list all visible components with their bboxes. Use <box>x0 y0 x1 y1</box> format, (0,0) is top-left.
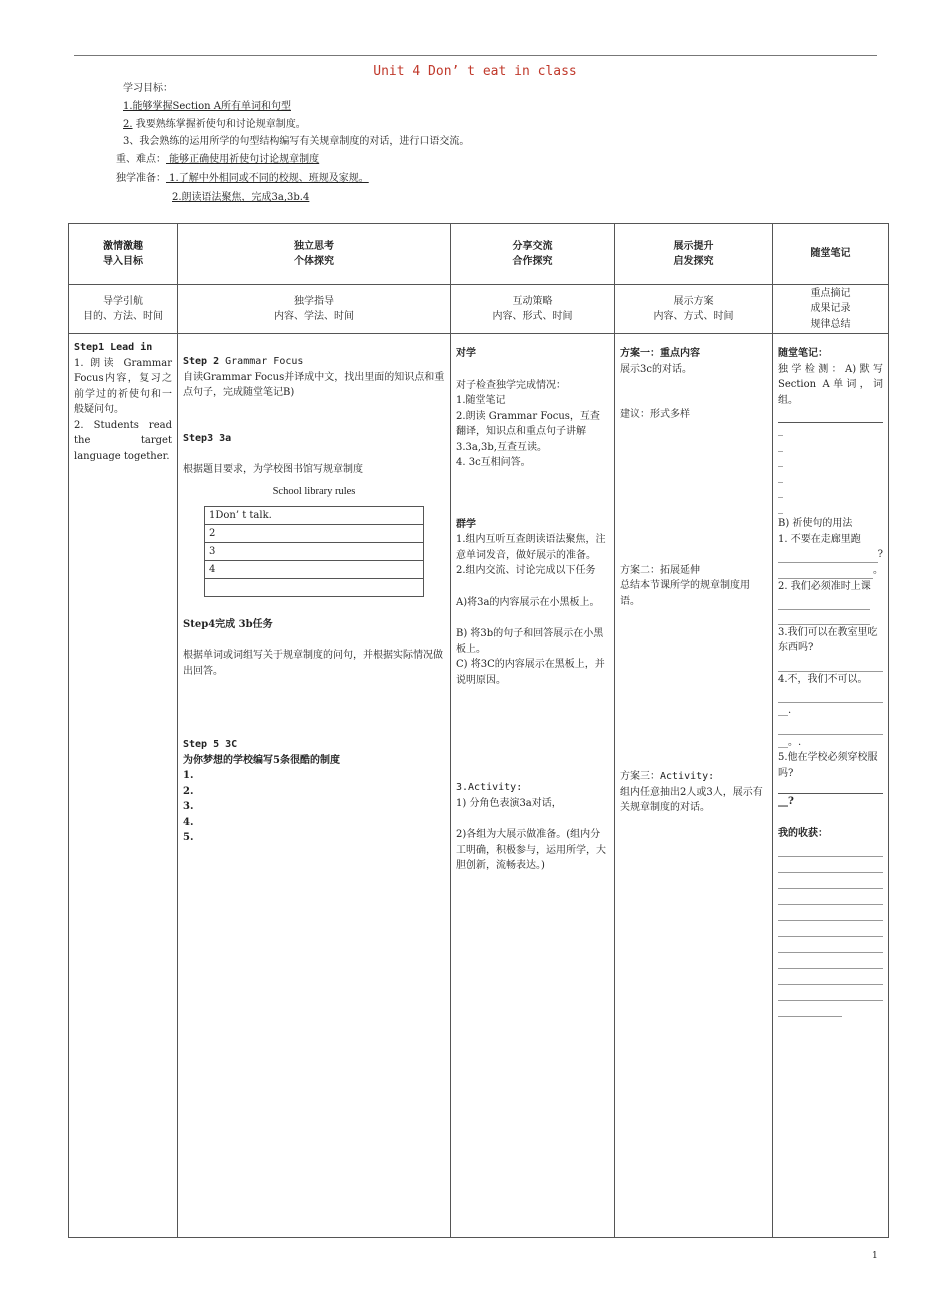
key-points-text: 能够正确使用祈使句讨论规章制度 <box>166 154 320 165</box>
notes-check: 独学检测：A)默写 Section A单词，词组。 <box>778 363 883 406</box>
group-study-c: C) 将3C的内容展示在黑板上，并说明原因。 <box>456 659 605 686</box>
harvest-line <box>778 889 883 905</box>
group-study-1: 1.组内互听互查朗读语法聚焦，注意单词发音，做好展示的准备。 <box>456 534 606 561</box>
page-number: 1 <box>872 1251 878 1261</box>
library-rules-table <box>204 506 424 597</box>
step5-text: 为你梦想的学校编写5条很酷的制度 <box>183 754 340 766</box>
dash-line: _ <box>778 425 783 436</box>
answer-line <box>778 408 883 423</box>
prep-item-1: 1.了解中外相同或不同的校规、班规及家规。 <box>166 173 369 184</box>
harvest-line <box>778 985 883 1001</box>
step5-title: Step 5 3C <box>183 739 238 751</box>
step3-text: 根据题目要求，为学校图书馆写规章制度 <box>183 464 363 475</box>
harvest-line <box>778 873 883 889</box>
content-col-3 <box>451 334 615 1238</box>
harvest-line <box>778 905 883 921</box>
header-col-2: 独立思考 个体探究 <box>178 224 451 285</box>
step2-text: 自读Grammar Focus并译成中文，找出里面的知识点和重点句子，完成随堂笔记B) <box>183 371 445 398</box>
group-study-title: 群学 <box>456 518 476 530</box>
pair-study-intro: 对子检查独学完成情况： <box>456 379 566 391</box>
group-study-2: 2.组内交流、讨论完成以下任务 <box>456 565 596 576</box>
plan-1-text: 展示3c的对话。 <box>620 363 692 375</box>
step1-text-2: 2. Students read the target language together. <box>74 419 172 462</box>
answer-line <box>778 687 883 703</box>
harvest-line <box>778 841 883 857</box>
content-col-1 <box>69 334 178 1238</box>
step4-text: 根据单词或词组写关于规章制度的问句，并根据实际情况做出回答。 <box>183 650 443 677</box>
harvest-title: 我的收获： <box>778 827 828 839</box>
pair-study-item: 3.3a,3b,互查互读。 <box>456 441 547 453</box>
pair-study-title: 对学 <box>456 348 476 359</box>
objective-2 <box>123 117 306 133</box>
subheader-row <box>69 285 889 334</box>
content-row <box>69 334 889 1238</box>
step5-item: 4. <box>183 816 194 828</box>
plan-2-title: 方案二：拓展延伸 <box>620 564 700 576</box>
subheader-col-1: 导学引航 目的、方法、时间 <box>69 285 178 334</box>
dash-line: _ <box>778 487 783 498</box>
objective-2-number: 2. <box>123 119 133 130</box>
subheader-col-3: 互动策略 内容、形式、时间 <box>451 285 615 334</box>
answer-line <box>778 656 883 672</box>
answer-line <box>778 781 883 794</box>
activity-2: 2)各组为大展示做准备。(组内分工明确，积极参与，运用所学，大胆创新，流畅表达。) <box>456 829 606 871</box>
rule-row: 1Don’ t talk. <box>205 506 424 524</box>
step4-title: Step4完成 3b任务 <box>183 618 273 630</box>
step1-title: Step1 Lead in <box>74 342 153 353</box>
harvest-line <box>778 953 883 969</box>
plan-3-title: 方案三：Activity: <box>620 771 715 782</box>
lesson-table <box>68 223 889 1238</box>
content-col-2 <box>178 334 451 1238</box>
subheader-col-4: 展示方案 内容、方式、时间 <box>615 285 773 334</box>
question-5: 5.他在学校必须穿校服吗? <box>778 752 878 779</box>
pair-study-item: 1.随堂笔记 <box>456 395 506 406</box>
answer-line <box>778 595 870 610</box>
activity-title: 3.Activity: <box>456 782 523 793</box>
answer-line <box>778 719 883 735</box>
rule-row: 4 <box>205 560 424 578</box>
key-points-label: 重、难点： <box>116 154 166 165</box>
dash-line: _ <box>778 456 783 467</box>
rule-row: 3 <box>205 542 424 560</box>
harvest-line <box>778 1001 842 1017</box>
notes-title: 随堂笔记： <box>778 348 828 359</box>
answer-5-end: __? <box>778 796 794 807</box>
prep <box>116 171 369 187</box>
plan-2-text: 总结本节课所学的规章制度用语。 <box>620 580 750 607</box>
rules-caption: School library rules <box>272 485 356 497</box>
plan-1-note: 建议：形式多样 <box>620 409 690 420</box>
answer-4-end-1: __. <box>778 705 792 716</box>
dash-line: _ <box>778 471 783 483</box>
header-row <box>69 224 889 285</box>
header-col-4: 展示提升 启发探究 <box>615 224 773 285</box>
subheader-col-2: 独学指导 内容、学法、时间 <box>178 285 451 334</box>
harvest-line <box>778 937 883 953</box>
question-2: 2. 我们必须准时上课 <box>778 581 871 592</box>
objective-3: 3、我会熟练的运用所学的句型结构编写有关规章制度的对话，进行口语交流。 <box>123 136 470 147</box>
content-col-4 <box>615 334 773 1238</box>
harvest-line <box>778 857 883 873</box>
harvest-line <box>778 969 883 985</box>
question-3: 3.我们可以在教室里吃东西吗? <box>778 626 878 653</box>
step5-item: 5. <box>183 832 194 844</box>
step5-item: 3. <box>183 801 194 813</box>
answer-4-end-2: __。. <box>778 736 802 748</box>
rule-row: 2 <box>205 524 424 542</box>
imperative-usage-title: B) 祈使句的用法 <box>778 518 853 529</box>
plan-1-title: 方案一：重点内容 <box>620 348 700 359</box>
pair-study-item: 4. 3c互相问答。 <box>456 457 531 468</box>
activity-1: 1) 分角色表演3a对话， <box>456 797 562 809</box>
step5-item: 1. <box>183 770 194 782</box>
header-col-1: 激情激趣 导入目标 <box>69 224 178 285</box>
objective-2-text: 我要熟练掌握祈使句和讨论规章制度。 <box>132 119 306 130</box>
step5-item: 2. <box>183 785 194 797</box>
answer-1b: 。 <box>778 563 883 579</box>
top-rule <box>74 55 877 56</box>
key-points <box>116 152 319 168</box>
question-4: 4.不，我们不可以。 <box>778 673 868 685</box>
dash-line: _ <box>778 440 783 452</box>
group-study-b: B) 将3b的句子和回答展示在小黑板上。 <box>456 628 604 655</box>
harvest-line <box>778 921 883 937</box>
prep-label: 独学准备： <box>116 173 166 184</box>
content-col-5 <box>773 334 889 1238</box>
question-1: 1. 不要在走廊里跑 <box>778 533 861 545</box>
header-col-3: 分享交流 合作探究 <box>451 224 615 285</box>
objective-1: 1.能够掌握Section A所有单词和句型 <box>123 101 291 112</box>
step1-text-1: 1. 朗读 Grammar Focus内容，复习之前学过的祈使句和一般疑问句。 <box>74 357 172 415</box>
header-col-5: 随堂笔记 <box>773 224 889 285</box>
group-study-a: A)将3a的内容展示在小黑板上。 <box>456 596 600 608</box>
answer-1a: ? <box>778 547 883 563</box>
subheader-col-5: 重点摘记 成果记录 规律总结 <box>773 285 889 334</box>
pair-study-item: 2.朗读 Grammar Focus，互查翻译，知识点和重点句子讲解 <box>456 410 600 437</box>
step2-title: Step 2 Grammar Focus <box>183 356 304 367</box>
page-title: Unit 4 Don’ t eat in class <box>373 64 577 79</box>
dash-line: _ <box>778 502 783 514</box>
step3-title: Step3 3a <box>183 432 232 444</box>
answer-line <box>778 610 870 625</box>
prep-item-2: 2.朗读语法聚焦，完成3a,3b.4 <box>172 192 310 203</box>
rule-row <box>205 578 424 596</box>
objectives-heading: 学习目标： <box>123 83 173 94</box>
plan-3-text: 组内任意抽出2人或3人，展示有关规章制度的对话。 <box>620 786 763 813</box>
